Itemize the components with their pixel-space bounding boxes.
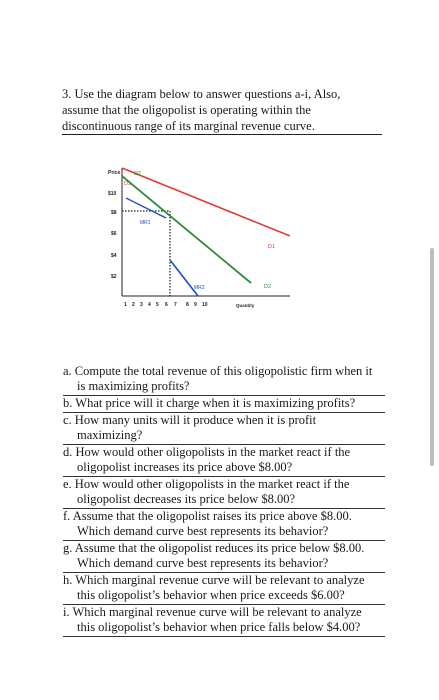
y-axis-label: Price [108,170,121,176]
question-e [63,477,385,509]
question-i-line-2: this oligopolist’s behavior when price falls below $4.00? [77,620,361,634]
question-d-line-2: oligopolist increases its price above $8.00? [77,460,293,474]
question-h-line-2: this oligopolist’s behavior when price exceeds $6.00? [77,588,345,602]
question-e-line-1: e. How would other oligopolists in the market react if the [63,477,350,491]
question-i [63,605,385,637]
quantity-tick: 5 [156,302,159,308]
quantity-tick: 3 [140,302,143,308]
quantity-tick: 8 [186,302,189,308]
quantity-tick: 1 [124,302,127,308]
scrollbar[interactable] [430,248,434,466]
price-tick: $4 [111,253,117,259]
question-h [63,573,385,605]
question-b [63,396,385,413]
question-g-line-2: Which demand curve best represents its behavior? [77,556,329,570]
price-tick: $10 [108,191,117,197]
question-a [63,364,385,396]
question-e-line-2: oligopolist decreases its price below $8.00? [77,492,295,506]
price-tick: $2 [111,274,117,280]
quantity-tick: 9 [194,302,197,308]
question-a-line-2: is maximizing profits? [77,379,190,393]
price-tick: $6 [111,231,117,237]
x-axis-label: Quantity [236,303,255,308]
kinked-demand-diagram [108,160,312,315]
question-c-line-2: maximizing? [77,428,143,442]
price-tick: $8 [111,210,117,216]
question-a-line-1: a. Compute the total revenue of this oligopolistic firm when it [63,364,373,378]
question-list [63,364,393,637]
intro-line-3: discontinuous range of its marginal revenue curve. [62,118,382,135]
quantity-tick: 6 [165,302,168,308]
question-b-line-1: b. What price will it charge when it is maximizing profits? [63,396,356,410]
d1-end-label: D1 [268,244,276,250]
quantity-tick: 10 [202,302,208,308]
question-f [63,509,385,541]
question-g-line-1: g. Assume that the oligopolist reduces its price below $8.00. [63,541,365,555]
question-i-line-1: i. Which marginal revenue curve will be relevant to analyze [63,605,362,619]
question-d [63,445,385,477]
question-f-line-1: f. Assume that the oligopolist raises its price above $8.00. [63,509,352,523]
d2-top-label: D2 [134,171,142,177]
d2-end-label: D2 [264,284,272,290]
question-h-line-1: h. Which marginal revenue curve will be relevant to analyze [63,573,365,587]
quantity-tick: 7 [174,302,177,308]
intro-line-2: assume that the oligopolist is operating within the [62,103,311,117]
d1-top-label: D1 [124,181,132,187]
quantity-tick: 4 [148,302,151,308]
question-intro [62,86,392,135]
quantity-tick: 2 [132,302,135,308]
question-c [63,413,385,445]
question-f-line-2: Which demand curve best represents its behavior? [77,524,329,538]
question-g [63,541,385,573]
d2-curve [122,176,251,283]
mr2-label: MR2 [194,285,205,291]
question-d-line-1: d. How would other oligopolists in the market react if the [63,445,351,459]
intro-line-1: 3. Use the diagram below to answer questions a-i, Also, [62,87,341,101]
question-c-line-1: c. How many units will it produce when it is profit [63,413,317,427]
mr1-label: MR1 [140,220,151,226]
